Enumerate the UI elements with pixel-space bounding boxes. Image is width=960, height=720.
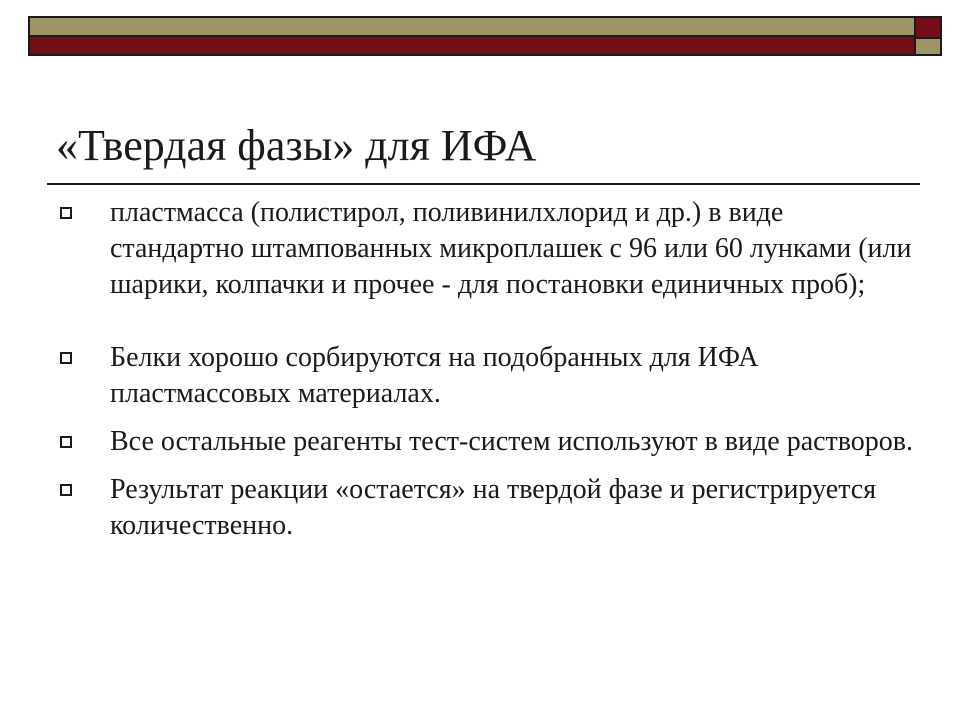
bullet-text: Белки хорошо сорбируются на подобранных для ИФА пластмассовых материалах.	[110, 342, 759, 409]
bullet-item	[60, 340, 920, 412]
bullet-text: Результат реакции «остается» на твердой фазе и регистрируется количественно.	[110, 474, 877, 541]
bullet-text: пластмасса (полистирол, поливинилхлорид и др.) в виде стандартно штампованных микроплашек с 96 или 60 лунками (или шарики, колпачки и прочее - для постановки единичных проб);	[110, 197, 912, 300]
bullet-item	[60, 424, 920, 460]
title-divider	[47, 183, 920, 185]
bullet-list	[60, 195, 920, 544]
bullet-item	[60, 472, 920, 544]
bullet-text: Все остальные реагенты тест-систем используют в виде растворов.	[110, 426, 914, 457]
slide-title: «Твердая фазы» для ИФА	[56, 121, 537, 170]
header-red-band	[28, 35, 916, 56]
hollow-square-bullet-icon	[60, 352, 72, 364]
hollow-square-bullet-icon	[60, 436, 72, 448]
hollow-square-bullet-icon	[60, 484, 72, 496]
hollow-square-bullet-icon	[60, 207, 72, 219]
bullet-item	[60, 195, 920, 303]
header-red-square	[914, 16, 942, 39]
header-olive-square	[914, 37, 942, 56]
header-olive-band	[28, 16, 916, 37]
